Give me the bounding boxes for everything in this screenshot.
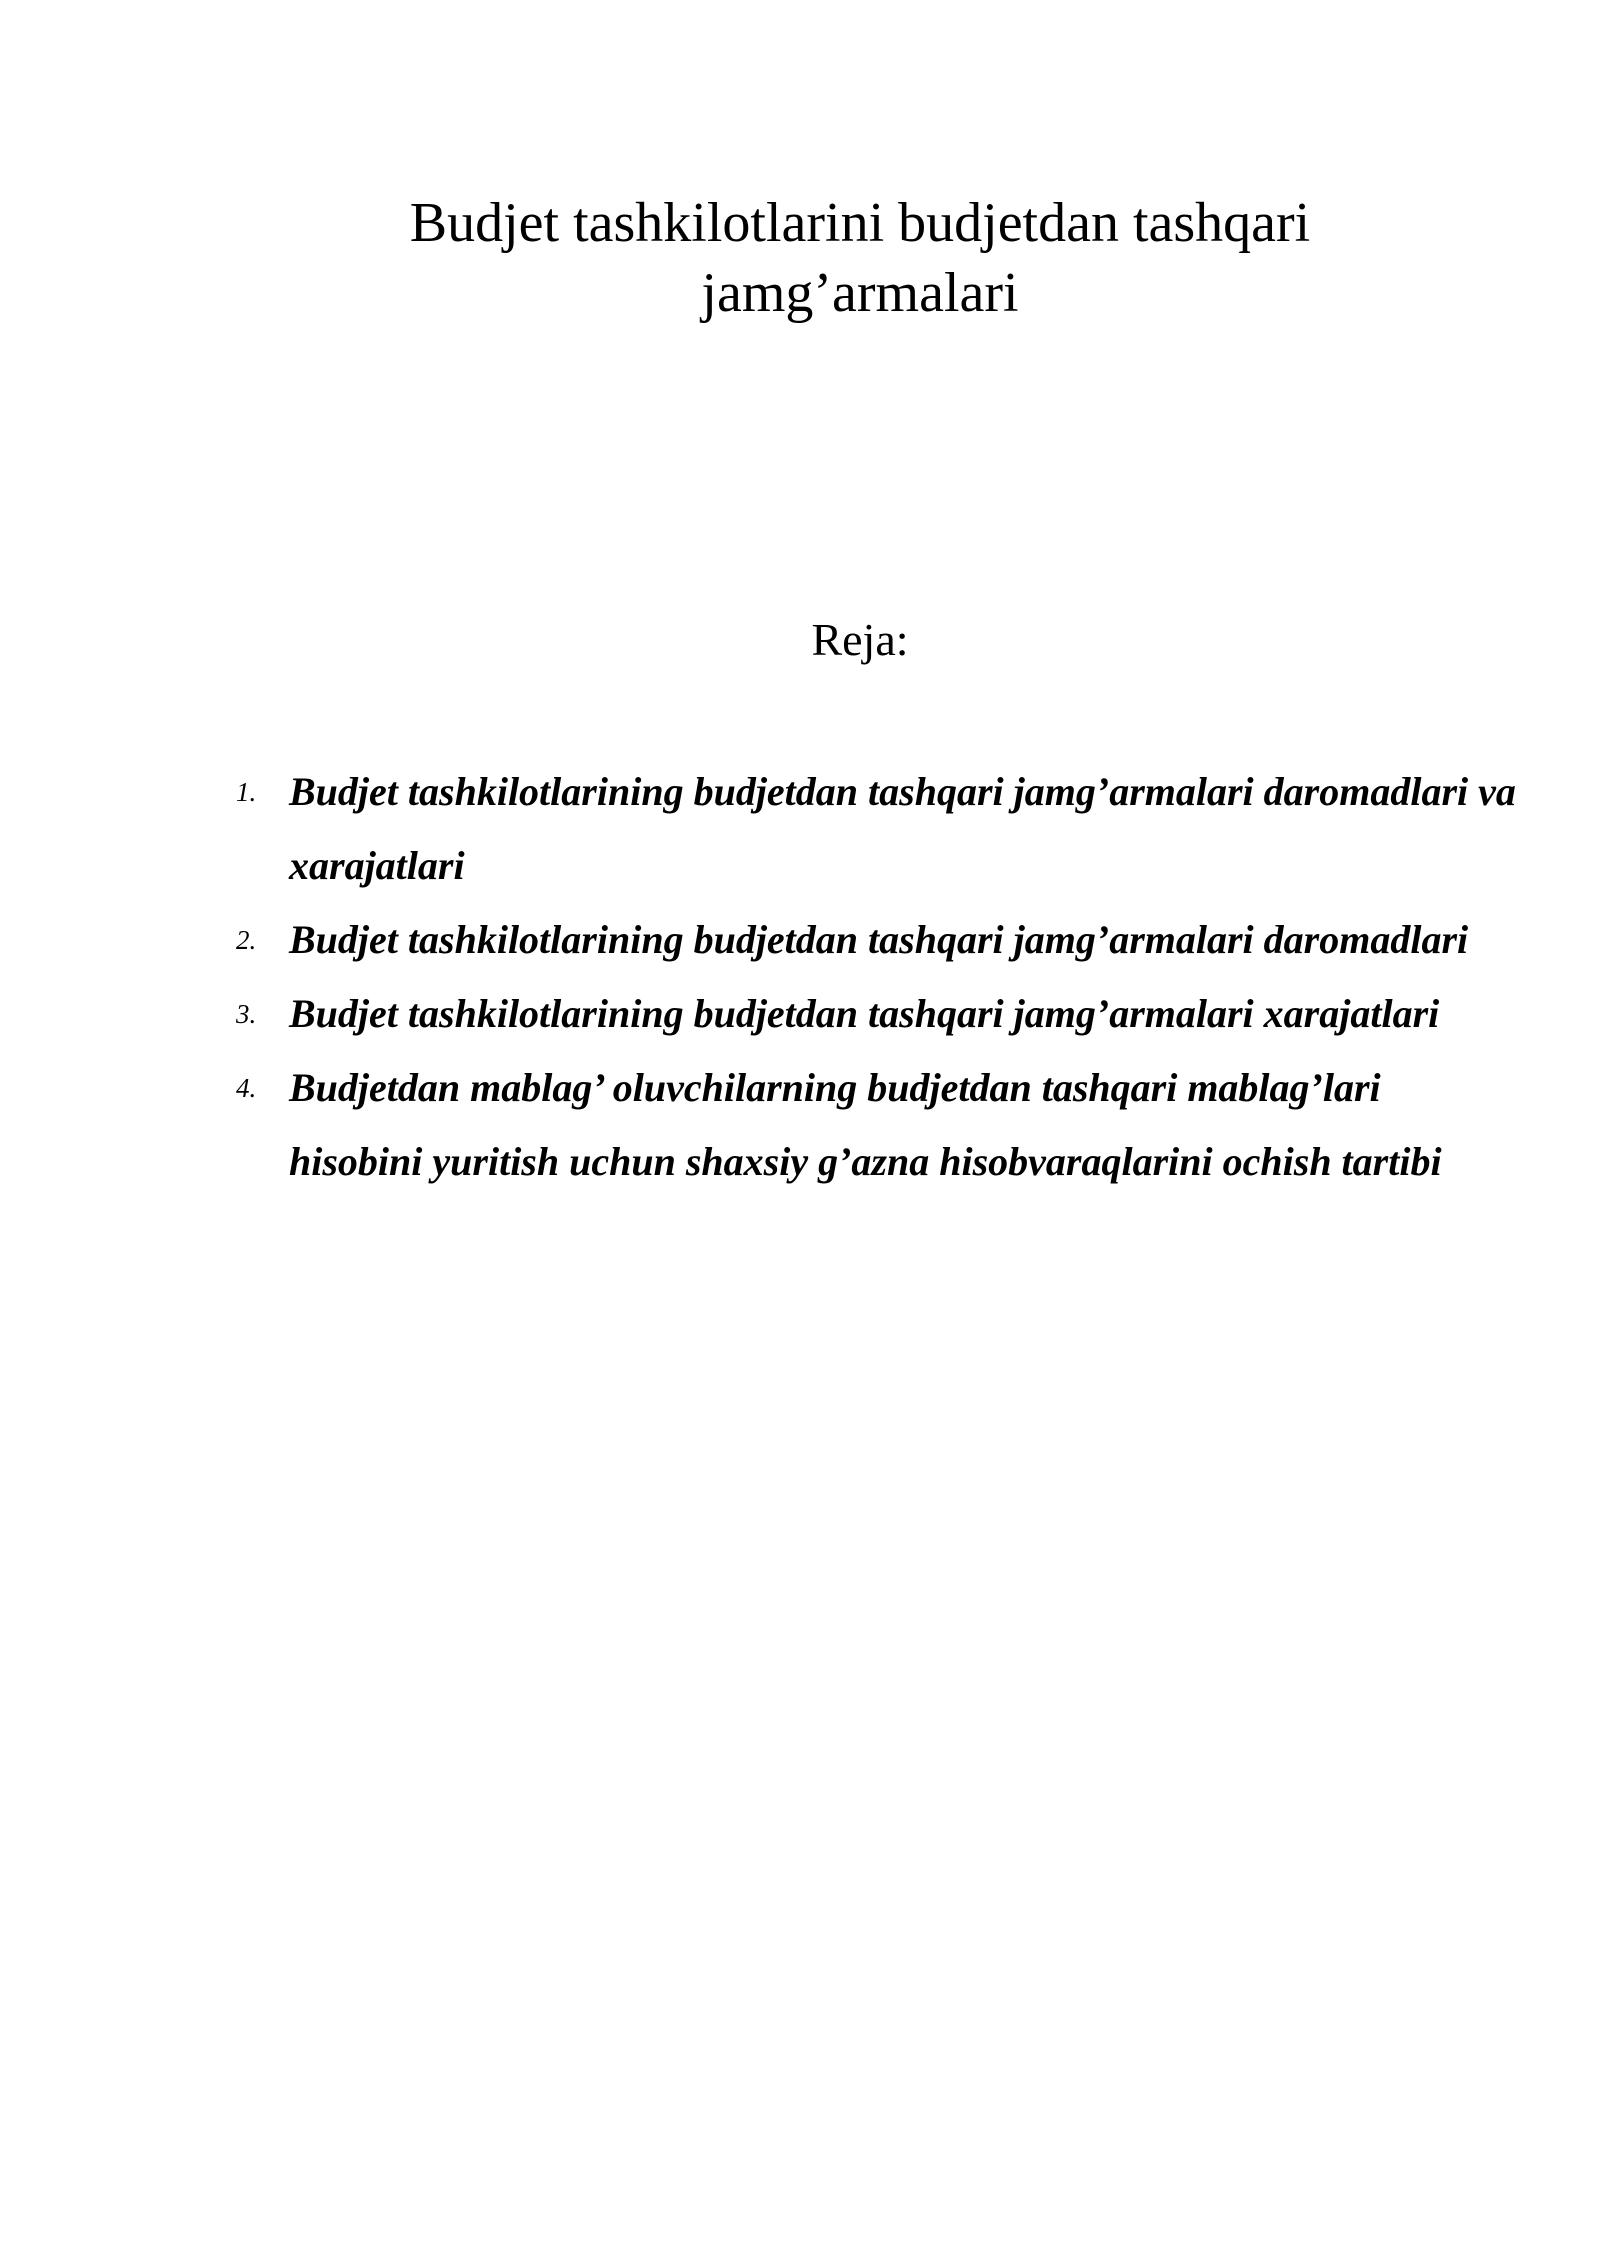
- plan-item-text: Budjet tashkilotlarining budjetdan tashqari jamg’armalari daromadlari: [289, 917, 1469, 962]
- plan-item-text: Budjet tashkilotlarining budjetdan tashqari jamg’armalari daromadlari va xarajatlari: [289, 769, 1516, 888]
- plan-item: [232, 1051, 1522, 1199]
- plan-item-number: 2.: [236, 925, 257, 955]
- plan-item-number: 1.: [236, 777, 257, 807]
- plan-item: [232, 755, 1522, 903]
- plan-item: [232, 903, 1522, 977]
- plan-item-number: 4.: [236, 1073, 257, 1103]
- title-line: jamg’armalari: [701, 261, 1019, 324]
- plan-item: [232, 977, 1522, 1051]
- document-title: [300, 188, 1420, 328]
- plan-item-text: Budjetdan mablag’ oluvchilarning budjetdan tashqari mablag’lari hisobini yuritish uchun shaxsiy g’azna hisobvaraqlarini ochish tartibi: [289, 1065, 1442, 1184]
- plan-heading: Reja:: [811, 614, 909, 665]
- plan-list: [232, 755, 1522, 1199]
- title-line: Budjet tashkilotlarini budjetdan tashqari: [409, 191, 1311, 254]
- plan-item-number: 3.: [236, 999, 257, 1029]
- plan-item-text: Budjet tashkilotlarining budjetdan tashqari jamg’armalari xarajatlari: [289, 991, 1440, 1036]
